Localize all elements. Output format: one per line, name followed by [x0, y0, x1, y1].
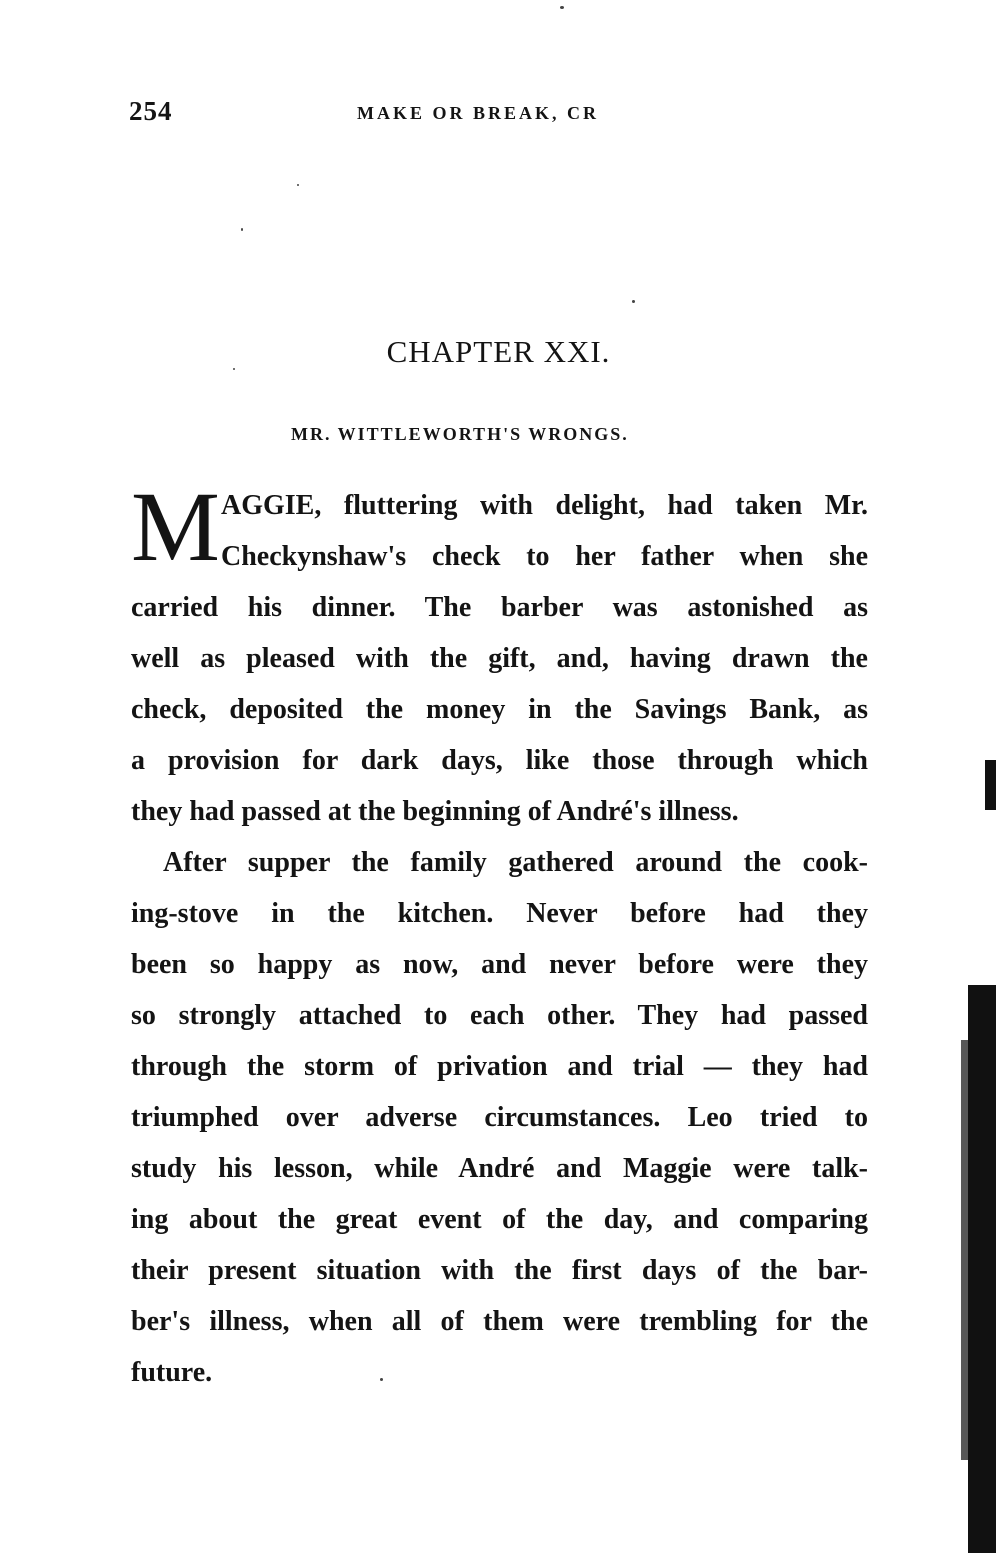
text-line: ber's illness, when all of them were trembling for the — [131, 1306, 868, 1337]
text-line: a provision for dark days, like those through which — [131, 745, 868, 776]
chapter-subtitle: MR. WITTLEWORTH'S WRONGS. — [291, 424, 629, 444]
text-line: they had passed at the beginning of André's illness. — [131, 796, 739, 827]
text-line: future. — [131, 1357, 213, 1388]
text-line: triumphed over adverse circumstances. Leo tried to — [131, 1102, 868, 1133]
text-line: their present situation with the first days of the bar- — [131, 1255, 868, 1286]
scan-speck — [233, 368, 235, 370]
text-line: ing-stove in the kitchen. Never before had they — [131, 898, 868, 929]
scan-edge — [985, 760, 996, 810]
text-line: been so happy as now, and never before were they — [131, 949, 868, 980]
scan-edge — [961, 1040, 969, 1460]
page-number: 254 — [129, 96, 173, 126]
scan-speck — [380, 1378, 383, 1381]
scan-edge — [968, 985, 996, 1553]
text-line: AGGIE, fluttering with delight, had taken Mr. — [221, 490, 868, 521]
text-line: study his lesson, while André and Maggie were talk- — [131, 1153, 868, 1184]
scan-speck — [560, 6, 564, 9]
body-text — [131, 471, 868, 1398]
text-line: After supper the family gathered around the cook- — [163, 847, 868, 878]
text-line: carried his dinner. The barber was astonished as — [131, 592, 868, 623]
text-line: Checkynshaw's check to her father when she — [221, 541, 868, 572]
text-line: check, deposited the money in the Savings Bank, as — [131, 694, 868, 725]
chapter-title: CHAPTER XXI. — [386, 334, 611, 369]
drop-cap: M — [131, 471, 220, 582]
scan-speck — [632, 300, 635, 303]
scan-speck — [241, 228, 243, 231]
text-line: through the storm of privation and trial — they had — [131, 1051, 868, 1082]
text-line: well as pleased with the gift, and, having drawn the — [131, 643, 868, 674]
text-line: ing about the great event of the day, and comparing — [131, 1204, 868, 1235]
running-head: MAKE OR BREAK, CR — [357, 103, 600, 123]
scan-speck — [297, 184, 299, 186]
text-line: so strongly attached to each other. They had passed — [131, 1000, 868, 1031]
